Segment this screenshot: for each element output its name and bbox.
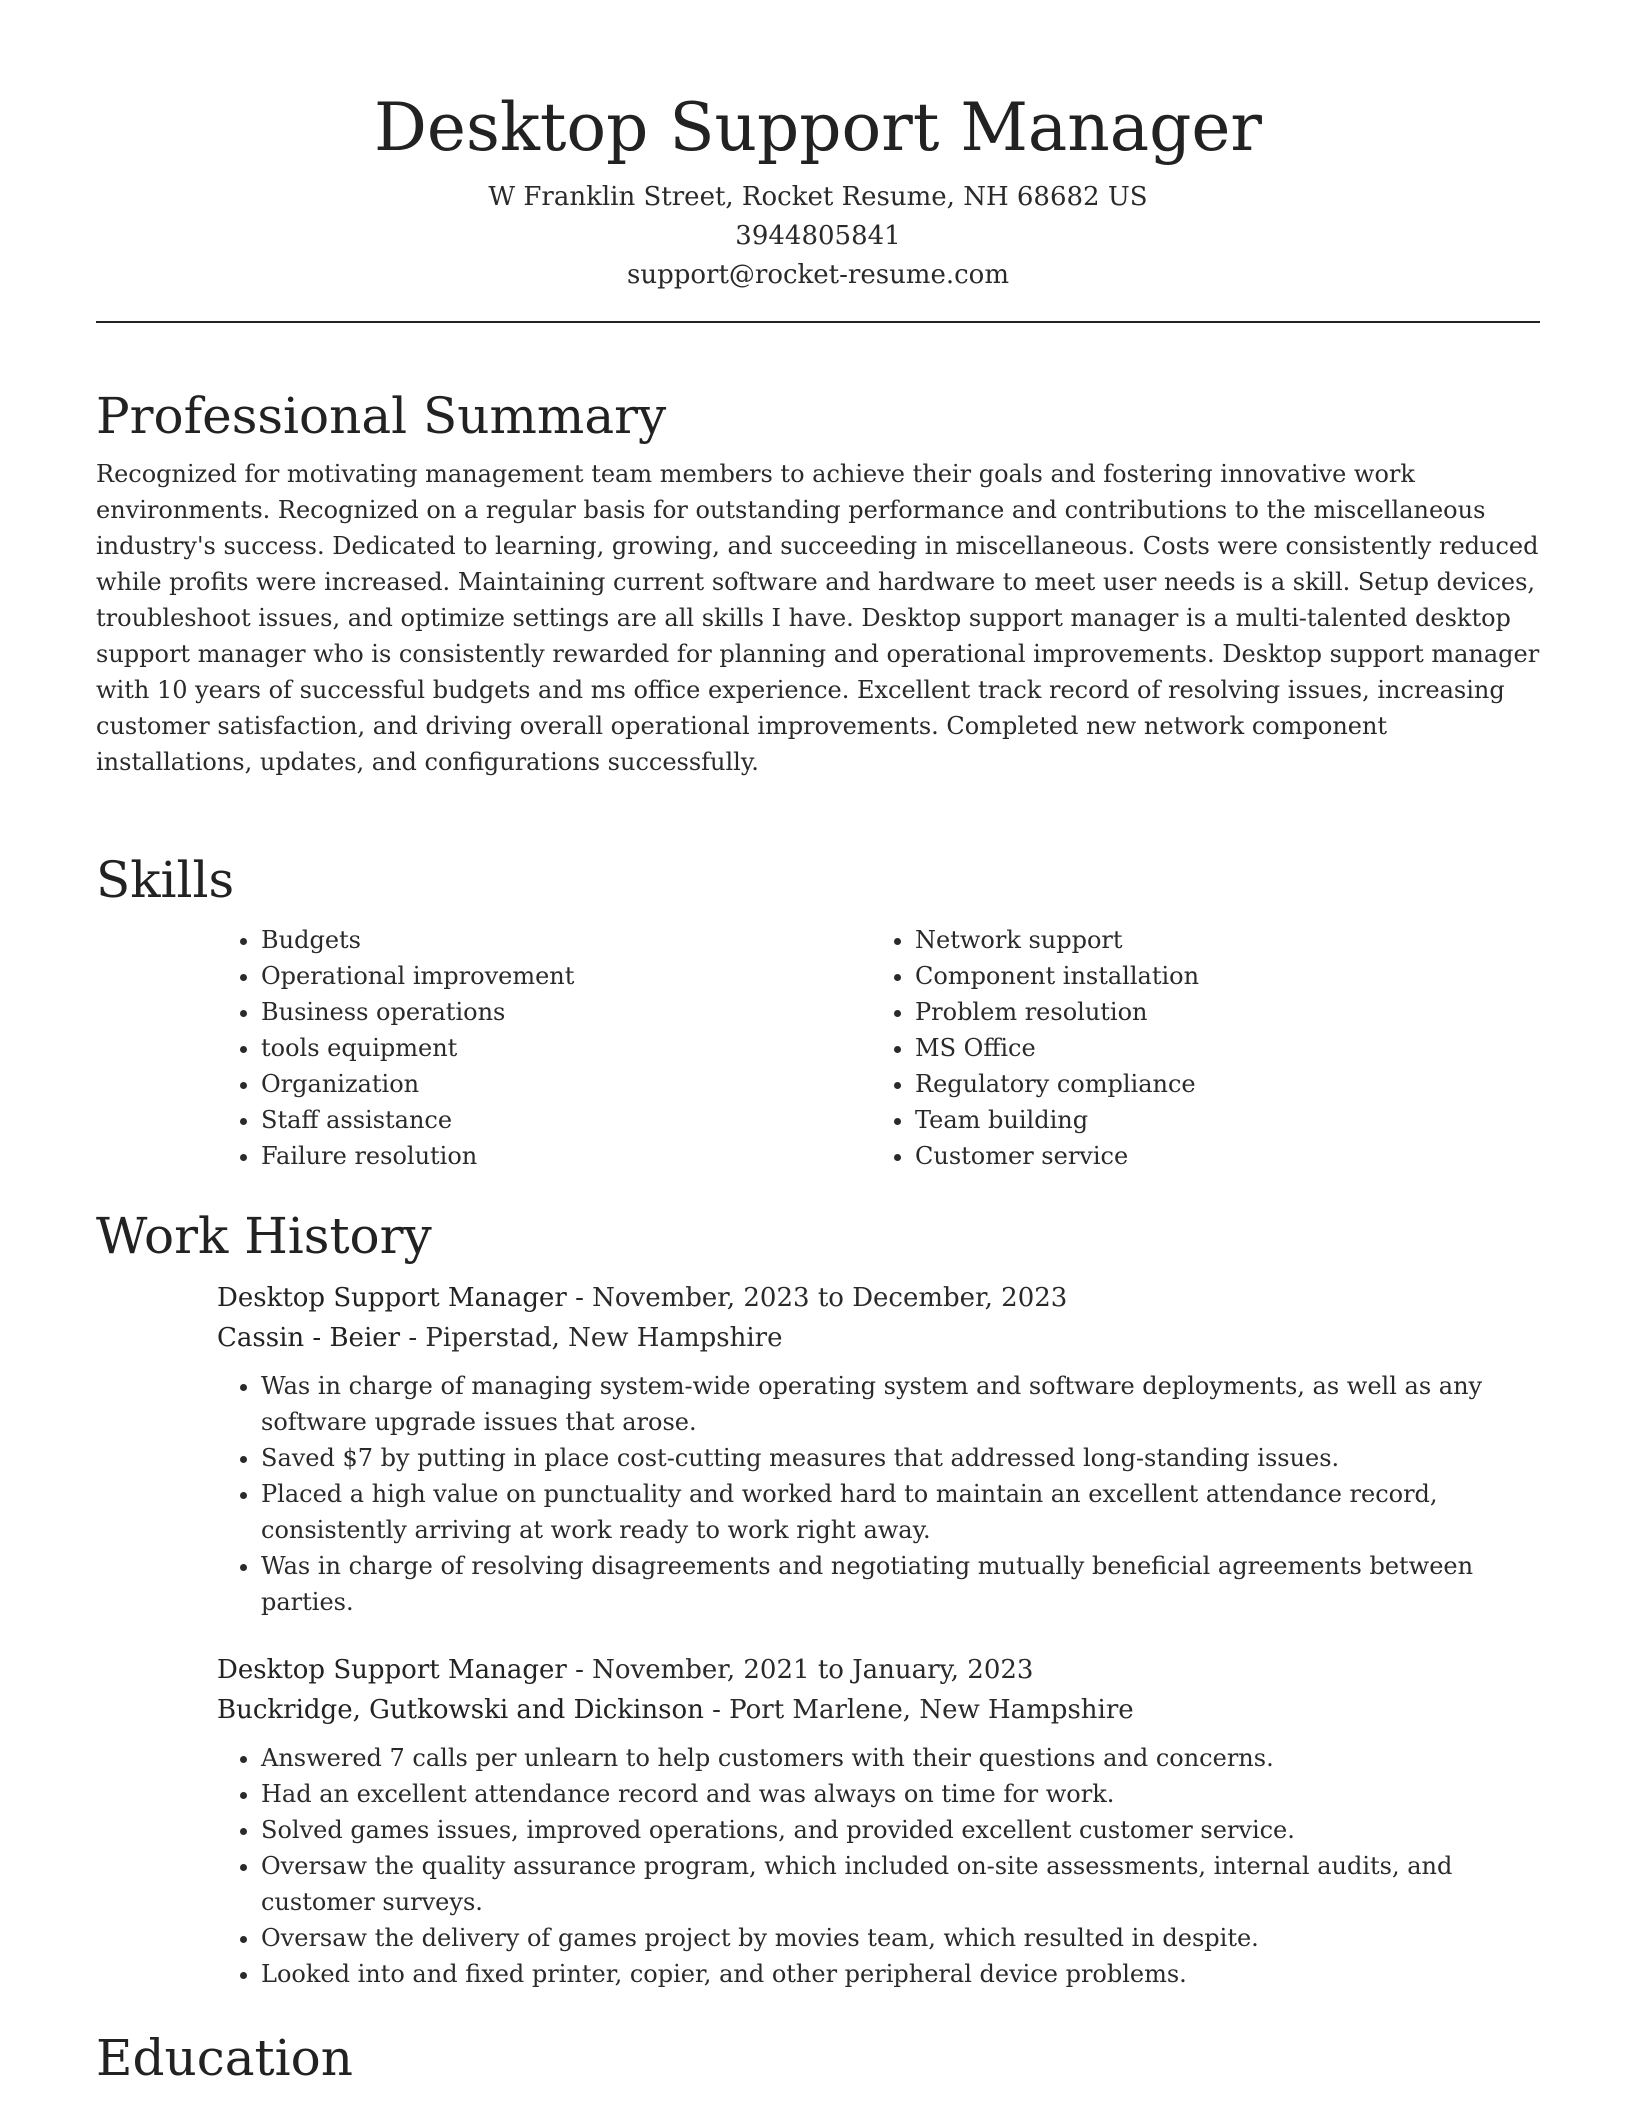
job-entry	[217, 1650, 1540, 1992]
skills-heading: Skills	[96, 851, 235, 909]
job-company-line	[217, 1318, 1540, 1358]
job-bullet: • Was in charge of resolving disagreements and negotiating mutually beneficial agreements between parties.	[261, 1548, 1540, 1620]
header-divider	[96, 321, 1540, 323]
job-role: Desktop Support Manager	[217, 1283, 567, 1313]
job-company-line	[217, 1690, 1540, 1730]
job-location: - Piperstad, New Hampshire	[400, 1323, 783, 1353]
skill-item: • MS Office	[915, 1030, 1199, 1066]
summary-section	[96, 384, 1540, 780]
job-bullet: • Was in charge of managing system-wide operating system and software deployments, as well as any software upgrade issues that arose.	[261, 1368, 1540, 1440]
job-location: - Port Marlene, New Hampshire	[703, 1695, 1134, 1725]
job-bullet: • Oversaw the quality assurance program, which included on-site assessments, internal audits, and customer surveys.	[261, 1848, 1540, 1920]
job-bullet: • Placed a high value on punctuality and worked hard to maintain an excellent attendance record, consistently arriving at work ready to work right away.	[261, 1476, 1540, 1548]
skill-item: • Organization	[261, 1066, 871, 1102]
skill-item: • Component installation	[915, 958, 1199, 994]
skills-list	[217, 922, 1540, 1174]
work-history-heading: Work History	[96, 1207, 432, 1265]
skills-column-1	[217, 922, 871, 1174]
skill-item: • Budgets	[261, 922, 871, 958]
skill-item: • Customer service	[915, 1138, 1199, 1174]
resume-page	[96, 0, 1540, 2087]
job-title-line	[217, 1278, 1540, 1318]
summary-heading: Professional Summary	[96, 387, 667, 445]
job-dates: - November, 2023 to December, 2023	[566, 1283, 1068, 1313]
skills-section	[96, 848, 1540, 1174]
job-bullet: • Solved games issues, improved operations, and provided excellent customer service.	[261, 1812, 1540, 1848]
skills-column-2	[871, 922, 1199, 1174]
skill-item: • Network support	[915, 922, 1199, 958]
contact-email: support@rocket-resume.com	[626, 260, 1009, 290]
job-title-line	[217, 1650, 1540, 1690]
job-bullet-list	[217, 1368, 1540, 1620]
job-dates: - November, 2021 to January, 2023	[566, 1655, 1034, 1685]
skill-item: • Staff assistance	[261, 1102, 871, 1138]
work-history-section	[96, 1204, 1540, 1992]
skill-item: • Problem resolution	[915, 994, 1199, 1030]
job-company: Cassin - Beier	[217, 1323, 401, 1353]
job-bullet-list	[217, 1740, 1540, 1992]
contact-address: W Franklin Street, Rocket Resume, NH 68682 US	[488, 182, 1148, 212]
resume-header	[96, 0, 1540, 323]
job-bullet: • Saved $7 by putting in place cost-cutting measures that addressed long-standing issues.	[261, 1440, 1540, 1476]
summary-text: Recognized for motivating management team members to achieve their goals and fostering innovative work environments. Recognized on a regular basis for outstanding performance and contributions to the miscellaneous industry's success. Dedicated to learning, growing, and succeeding in miscellaneous. Costs were consistently reduced while profits were increased. Maintaining current software and hardware to meet user needs is a skill. Setup devices, troubleshoot issues, and optimize settings are all skills I have. Desktop support manager is a multi-talented desktop support manager who is consistently rewarded for planning and operational improvements. Desktop support manager with 10 years of successful budgets and ms office experience. Excellent track record of resolving issues, increasing customer satisfaction, and driving overall operational improvements. Completed new network component installations, updates, and configurations successfully.	[96, 460, 1540, 776]
skill-item: • tools equipment	[261, 1030, 871, 1066]
skill-item: • Regulatory compliance	[915, 1066, 1199, 1102]
education-section	[96, 2026, 1540, 2090]
job-bullet: • Answered 7 calls per unlearn to help customers with their questions and concerns.	[261, 1740, 1540, 1776]
skill-item: • Failure resolution	[261, 1138, 871, 1174]
contact-phone: 3944805841	[735, 221, 901, 251]
education-heading: Education	[96, 2029, 353, 2087]
job-bullet: • Had an excellent attendance record and was always on time for work.	[261, 1776, 1540, 1812]
job-company: Buckridge, Gutkowski and Dickinson	[217, 1695, 704, 1725]
skill-item: • Business operations	[261, 994, 871, 1030]
job-entry	[217, 1278, 1540, 1620]
job-bullet: • Oversaw the delivery of games project by movies team, which resulted in despite.	[261, 1920, 1540, 1956]
contact-block	[96, 178, 1540, 295]
resume-name: Desktop Support Manager	[374, 89, 1262, 166]
skill-item: • Operational improvement	[261, 958, 871, 994]
job-bullet: • Looked into and fixed printer, copier, and other peripheral device problems.	[261, 1956, 1540, 1992]
job-role: Desktop Support Manager	[217, 1655, 567, 1685]
skill-item: • Team building	[915, 1102, 1199, 1138]
